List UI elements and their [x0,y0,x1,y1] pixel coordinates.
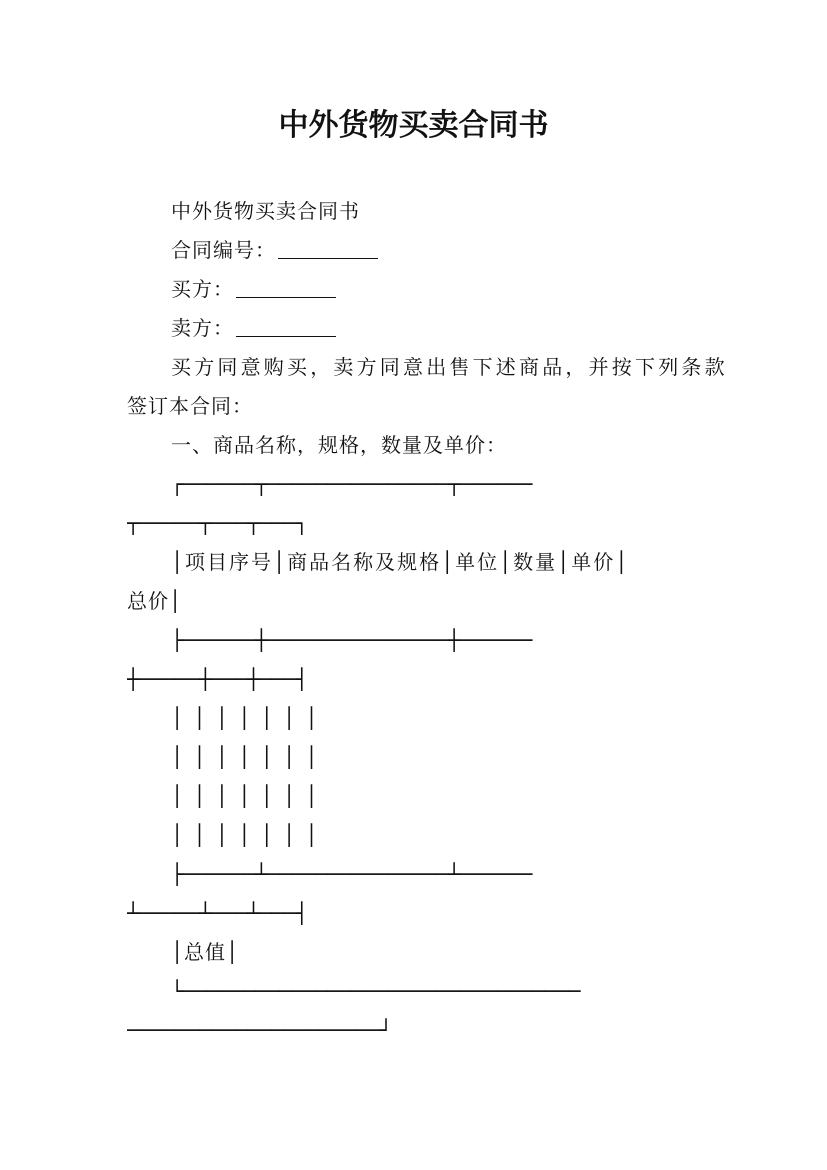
table-row: │ │ │ │ │ │ │ [171,784,320,808]
table-row: │ │ │ │ │ │ │ [171,706,320,730]
subtitle-line: 中外货物买卖合同书 [171,199,360,223]
table-header-row-continued: 总价│ [127,589,183,613]
buyer-blank [236,273,336,298]
contract-number-blank [278,234,378,259]
contract-number-label: 合同编号： [171,238,276,262]
agreement-line-continued: 签订本合同： [127,394,253,418]
document-body [127,192,728,1050]
table-bottom-border: └───────────────────────────────── [171,979,581,1003]
table-row: │ │ │ │ │ │ │ [171,823,320,847]
table-bottom-border-continued: ─────────────────────┘ [127,1018,392,1042]
table-header-row: │项目序号│商品名称及规格│单位│数量│单价│ [171,550,630,574]
agreement-line: 买方同意购买，卖方同意出售下述商品，并按下列条款 [171,355,728,379]
table-separator: ├──────┼───────────────┼────── [171,628,533,652]
table-top-border: ┌──────┬───────────────┬────── [171,472,533,496]
table-separator: ├──────┴───────────────┴────── [171,862,533,886]
seller-blank [236,312,336,337]
document-title: 中外货物买卖合同书 [278,108,549,143]
section-one-heading: 一、商品名称，规格，数量及单价： [171,433,507,457]
table-row: │ │ │ │ │ │ │ [171,745,320,769]
table-separator-continued: ┼─────┼───┼───┤ [127,667,308,691]
table-total-row: │总值│ [171,940,240,964]
buyer-line [127,270,703,309]
table-top-border-continued: ┬─────┬───┬───┐ [127,511,308,535]
contract-number-line [127,231,703,270]
buyer-label: 买方： [171,277,234,301]
seller-line [127,309,703,348]
table-separator-continued: ┴─────┴───┴───┤ [127,901,308,925]
seller-label: 卖方： [171,316,234,340]
